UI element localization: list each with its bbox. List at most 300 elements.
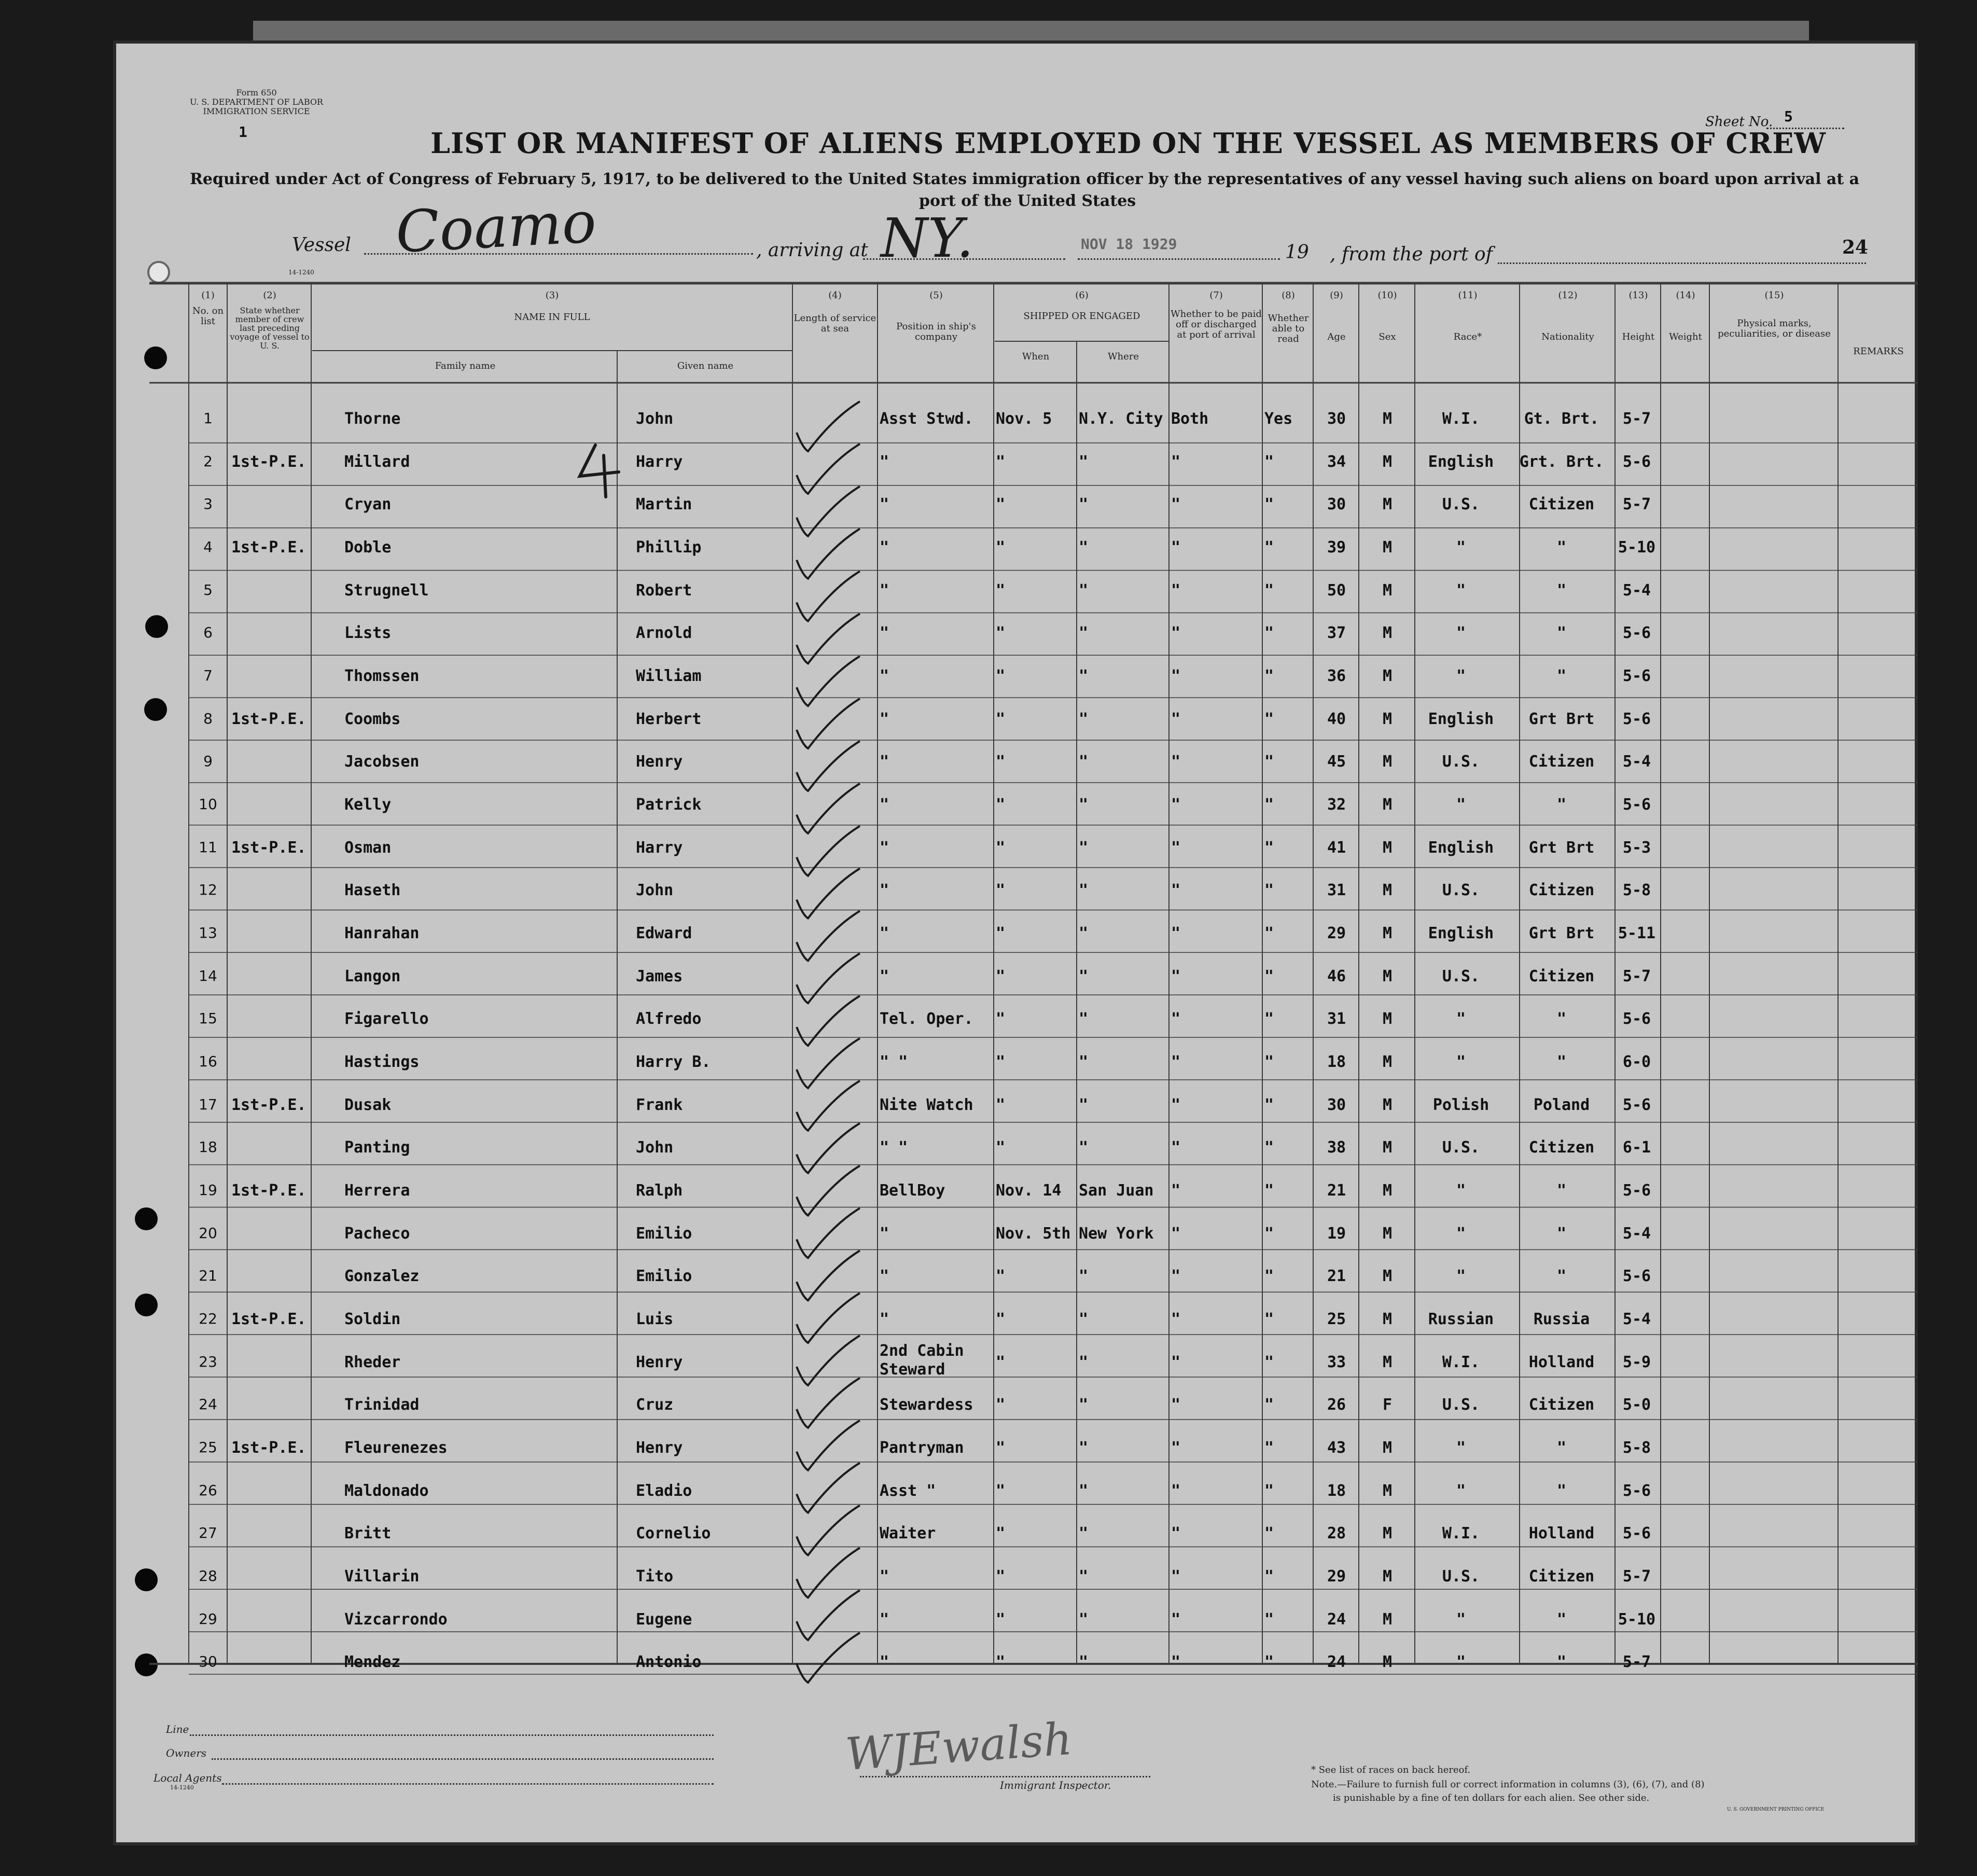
family-name-cell: Jacobsen: [344, 753, 420, 771]
shipped-when-cell: ": [996, 1353, 1006, 1371]
row-number-cell: 4: [203, 538, 213, 555]
shipped-where-cell: ": [1079, 581, 1089, 600]
shipped-when-cell: ": [996, 1438, 1006, 1457]
prev-voyage-cell: 1st-P.E.: [231, 1181, 307, 1200]
nationality-cell: Citizen: [1528, 881, 1595, 900]
prev-voyage-cell: 1st-P.E.: [231, 1095, 307, 1114]
given-name-cell: Robert: [636, 581, 692, 600]
age-cell: 21: [1327, 1267, 1346, 1286]
shipped-where-cell: ": [1079, 710, 1089, 728]
paid-off-cell: ": [1171, 452, 1181, 471]
position-cell: Asst Stwd.: [880, 410, 973, 428]
family-name-cell: Lists: [344, 624, 392, 643]
given-name-cell: Alfredo: [636, 1010, 702, 1029]
owners-label: Owners: [166, 1747, 207, 1759]
shipped-when-cell: ": [996, 538, 1006, 557]
race-cell: W.I.: [1442, 1353, 1480, 1371]
race-cell: U.S.: [1442, 753, 1480, 771]
col-prev-voyage-header: (2) State whether member of crew last preceding voyage of vessel to U. S.: [230, 290, 310, 351]
paid-off-cell: ": [1171, 1353, 1181, 1371]
position-cell: Nite Watch: [880, 1095, 973, 1114]
age-cell: 37: [1327, 624, 1346, 643]
line-field: [190, 1734, 714, 1736]
nationality-cell: ": [1556, 624, 1567, 643]
col-when-header: When: [1022, 351, 1050, 362]
height-cell: 5-6: [1622, 1095, 1651, 1114]
height-cell: 5-7: [1622, 495, 1651, 514]
row-number-cell: 16: [199, 1052, 217, 1070]
races-note: * See list of races on back hereof.: [1311, 1764, 1471, 1775]
nationality-cell: ": [1556, 1181, 1567, 1200]
shipped-where-cell: ": [1079, 1653, 1089, 1672]
family-name-cell: Kelly: [344, 795, 392, 814]
race-cell: ": [1456, 1224, 1466, 1243]
nationality-cell: ": [1556, 795, 1567, 814]
age-cell: 34: [1327, 452, 1346, 471]
family-name-cell: Langon: [344, 967, 401, 985]
service-checkmark: [797, 1633, 860, 1683]
shipped-where-cell: ": [1079, 924, 1089, 942]
race-cell: English: [1428, 452, 1494, 471]
paid-off-cell: ": [1171, 1052, 1181, 1071]
family-name-cell: Haseth: [344, 881, 401, 900]
given-name-cell: Harry: [636, 838, 683, 857]
col-position-header: (5) Position in ship's company: [896, 290, 976, 342]
shipped-where-cell: ": [1079, 1138, 1089, 1157]
able-to-read-cell: ": [1264, 538, 1274, 557]
paid-off-cell: ": [1171, 1181, 1181, 1200]
row-number-cell: 5: [203, 581, 213, 599]
able-to-read-cell: ": [1264, 495, 1274, 514]
paid-off-cell: ": [1171, 881, 1181, 900]
shipped-where-cell: ": [1079, 624, 1089, 643]
age-cell: 19: [1327, 1224, 1346, 1243]
service-checkmark: [797, 1250, 860, 1300]
position-cell: ": [880, 1267, 889, 1286]
shipped-where-cell: ": [1079, 838, 1089, 857]
position-cell: ": [880, 1567, 889, 1586]
shipped-when-cell: ": [996, 838, 1006, 857]
shipped-when-cell: ": [996, 1481, 1006, 1500]
service-checkmark: [797, 1463, 860, 1513]
nationality-cell: ": [1556, 1052, 1567, 1071]
family-name-cell: Pacheco: [344, 1224, 410, 1243]
nationality-cell: Grt Brt: [1528, 710, 1595, 728]
given-name-cell: Tito: [636, 1567, 674, 1586]
position-cell: Waiter: [880, 1524, 936, 1543]
family-name-cell: Soldin: [344, 1310, 401, 1328]
sex-cell: M: [1382, 753, 1393, 771]
race-cell: U.S.: [1442, 1138, 1480, 1157]
shipped-when-cell: Nov. 5th: [996, 1224, 1071, 1243]
page-mark: 1: [239, 123, 247, 141]
age-cell: 28: [1327, 1524, 1346, 1543]
shipped-where-cell: ": [1079, 538, 1089, 557]
margin-number: 24: [1842, 237, 1869, 258]
paid-off-cell: ": [1171, 666, 1181, 685]
height-cell: 5-6: [1622, 710, 1651, 728]
shipped-where-cell: N.Y. City: [1079, 410, 1163, 428]
age-cell: 39: [1327, 538, 1346, 557]
paid-off-cell: ": [1171, 967, 1181, 985]
row-number-cell: 24: [199, 1396, 217, 1413]
shipped-where-cell: ": [1079, 1267, 1089, 1286]
subtitle-line-1: Required under Act of Congress of February 5, 1917, to be delivered to the United States immigration officer by the representatives of any vessel having such aliens on board upon arrival at a: [190, 170, 1860, 188]
age-cell: 45: [1327, 753, 1346, 771]
row-number-cell: 25: [199, 1438, 217, 1456]
height-cell: 5-6: [1622, 452, 1651, 471]
form-department: U. S. DEPARTMENT OF LABOR: [190, 97, 324, 107]
position-cell: ": [880, 581, 889, 600]
shipped-when-cell: ": [996, 666, 1006, 685]
given-name-cell: James: [636, 967, 683, 985]
row-number-cell: 15: [199, 1010, 217, 1027]
sex-cell: M: [1382, 1052, 1393, 1071]
row-number-cell: 30: [199, 1653, 217, 1671]
height-cell: 5-10: [1618, 538, 1656, 557]
race-cell: ": [1456, 795, 1466, 814]
service-checkmark: [797, 1081, 860, 1131]
nationality-cell: Citizen: [1528, 967, 1595, 985]
signature-line: [860, 1776, 1150, 1777]
race-cell: ": [1456, 1010, 1466, 1029]
sex-cell: M: [1382, 1095, 1393, 1114]
race-cell: English: [1428, 710, 1494, 728]
sex-cell: M: [1382, 1610, 1393, 1629]
sex-cell: F: [1382, 1396, 1393, 1414]
shipped-where-cell: ": [1079, 1353, 1089, 1371]
given-name-cell: Patrick: [636, 795, 702, 814]
paid-off-cell: ": [1171, 1095, 1181, 1114]
height-cell: 5-4: [1622, 581, 1651, 600]
family-name-cell: Vizcarrondo: [344, 1610, 448, 1629]
nationality-cell: Russia: [1533, 1310, 1590, 1328]
nationality-cell: ": [1556, 1481, 1567, 1500]
sex-cell: M: [1382, 495, 1393, 514]
service-checkmark: [797, 741, 860, 791]
position-cell: ": [880, 538, 889, 557]
arriving-port: NY.: [881, 206, 974, 270]
given-name-cell: Herbert: [636, 710, 702, 728]
race-cell: ": [1456, 1610, 1466, 1629]
sex-cell: M: [1382, 1138, 1393, 1157]
year-label: 19: [1285, 242, 1309, 263]
race-cell: ": [1456, 1438, 1466, 1457]
col-service-header: (4) Length of service at sea: [793, 290, 876, 334]
race-cell: ": [1456, 1052, 1466, 1071]
height-cell: 5-10: [1618, 1610, 1656, 1629]
race-cell: ": [1456, 1481, 1466, 1500]
sex-cell: M: [1382, 1438, 1393, 1457]
sex-cell: M: [1382, 1310, 1393, 1328]
service-checkmark: [797, 1548, 860, 1597]
able-to-read-cell: ": [1264, 1610, 1274, 1629]
able-to-read-cell: ": [1264, 1524, 1274, 1543]
paid-off-cell: ": [1171, 581, 1181, 600]
service-checkmark: [797, 1378, 860, 1428]
shipped-when-cell: ": [996, 452, 1006, 471]
col-shipped-header: (6) SHIPPED OR ENGAGED: [1023, 290, 1140, 322]
col-no-header: (1) No. on list: [192, 290, 224, 327]
position-cell: ": [880, 666, 889, 685]
shipped-where-cell: ": [1079, 495, 1089, 514]
given-name-cell: Luis: [636, 1310, 674, 1328]
row-number-cell: 1: [203, 410, 213, 427]
position-cell: ": [880, 881, 889, 900]
height-cell: 5-6: [1622, 1524, 1651, 1543]
row-number-cell: 14: [199, 967, 217, 984]
printer-imprint: U. S. GOVERNMENT PRINTING OFFICE: [1727, 1807, 1825, 1812]
family-name-cell: Maldonado: [344, 1481, 429, 1500]
able-to-read-cell: Yes: [1264, 410, 1293, 428]
agents-label: Local Agents: [154, 1772, 222, 1784]
given-name-cell: Martin: [636, 495, 692, 514]
given-name-cell: Henry: [636, 1438, 683, 1457]
family-name-cell: Millard: [344, 452, 410, 471]
row-number-cell: 9: [203, 753, 213, 770]
shipped-when-cell: ": [996, 624, 1006, 643]
position-cell: ": [880, 838, 889, 857]
age-cell: 50: [1327, 581, 1346, 600]
height-cell: 6-1: [1622, 1138, 1651, 1157]
position-cell: 2nd Cabin Steward: [880, 1341, 964, 1379]
shipped-when-cell: ": [996, 1310, 1006, 1328]
shipped-when-cell: ": [996, 1138, 1006, 1157]
nationality-cell: Poland: [1533, 1095, 1590, 1114]
nationality-cell: Gt. Brt.: [1524, 410, 1599, 428]
service-checkmark: [797, 826, 860, 876]
sheet-label: Sheet No.: [1705, 114, 1773, 130]
race-cell: ": [1456, 666, 1466, 685]
family-name-cell: Fleurenezes: [344, 1438, 448, 1457]
race-cell: ": [1456, 1653, 1466, 1672]
given-name-cell: Cornelio: [636, 1524, 711, 1543]
age-cell: 21: [1327, 1181, 1346, 1200]
paid-off-cell: ": [1171, 1610, 1181, 1629]
height-cell: 5-7: [1622, 1567, 1651, 1586]
family-name-cell: Herrera: [344, 1181, 410, 1200]
shipped-when-cell: ": [996, 1396, 1006, 1414]
page-title: LIST OR MANIFEST OF ALIENS EMPLOYED ON THE VESSEL AS MEMBERS OF CREW: [430, 127, 1827, 160]
nationality-cell: ": [1556, 1610, 1567, 1629]
row-number-cell: 20: [199, 1224, 217, 1242]
row-number-cell: 3: [203, 495, 213, 513]
given-name-cell: John: [636, 881, 674, 900]
service-checkmark: [797, 656, 860, 706]
able-to-read-cell: ": [1264, 452, 1274, 471]
race-cell: ": [1456, 1267, 1466, 1286]
height-cell: 5-6: [1622, 1267, 1651, 1286]
able-to-read-cell: ": [1264, 1052, 1274, 1071]
paid-off-cell: ": [1171, 1438, 1181, 1457]
position-cell: ": [880, 1653, 889, 1672]
able-to-read-cell: ": [1264, 1438, 1274, 1457]
shipped-when-cell: Nov. 14: [996, 1181, 1062, 1200]
nationality-cell: ": [1556, 1653, 1567, 1672]
row-number-cell: 10: [199, 795, 217, 813]
shipped-when-cell: ": [996, 1567, 1006, 1586]
able-to-read-cell: ": [1264, 1095, 1274, 1114]
able-to-read-cell: ": [1264, 1310, 1274, 1328]
shipped-when-cell: ": [996, 1610, 1006, 1629]
service-checkmark: [797, 1166, 860, 1216]
sex-cell: M: [1382, 666, 1393, 685]
height-cell: 5-6: [1622, 666, 1651, 685]
col-read-header: (8) Whether able to read: [1268, 290, 1309, 344]
family-name-cell: Thomssen: [344, 666, 420, 685]
failure-note: Note.—Failure to furnish full or correct information in columns (3), (6), (7), and (8): [1311, 1779, 1705, 1790]
age-cell: 40: [1327, 710, 1346, 728]
age-cell: 25: [1327, 1310, 1346, 1328]
given-name-cell: Eladio: [636, 1481, 692, 1500]
race-cell: English: [1428, 838, 1494, 857]
service-checkmark: [797, 911, 860, 961]
family-name-cell: Britt: [344, 1524, 392, 1543]
family-name-cell: Villarin: [344, 1567, 420, 1586]
row-number-cell: 23: [199, 1353, 217, 1370]
height-cell: 5-4: [1622, 753, 1651, 771]
col-name-header: (3) NAME IN FULL: [514, 290, 590, 323]
position-cell: ": [880, 795, 889, 814]
able-to-read-cell: ": [1264, 1010, 1274, 1029]
paid-off-cell: ": [1171, 1138, 1181, 1157]
age-cell: 24: [1327, 1653, 1346, 1672]
sex-cell: M: [1382, 924, 1393, 942]
height-cell: 5-6: [1622, 1010, 1651, 1029]
row-number-cell: 17: [199, 1095, 217, 1113]
service-checkmark: [797, 1336, 860, 1385]
row-number-cell: 13: [199, 924, 217, 941]
shipped-when-cell: ": [996, 1267, 1006, 1286]
family-name-cell: Panting: [344, 1138, 410, 1157]
form-service: IMMIGRATION SERVICE: [203, 106, 310, 116]
sex-cell: M: [1382, 838, 1393, 857]
paid-off-cell: ": [1171, 538, 1181, 557]
paid-off-cell: ": [1171, 710, 1181, 728]
service-checkmark: [797, 699, 860, 748]
able-to-read-cell: ": [1264, 967, 1274, 985]
given-name-cell: Emilio: [636, 1267, 692, 1286]
form-number: Form 650: [236, 88, 277, 98]
shipped-where-cell: ": [1079, 1567, 1089, 1586]
vessel-label: Vessel: [292, 234, 351, 256]
position-cell: ": [880, 624, 889, 643]
service-checkmark: [797, 444, 860, 494]
shipped-when-cell: ": [996, 710, 1006, 728]
shipped-where-cell: ": [1079, 1610, 1089, 1629]
col-sex-header: (10) Sex: [1377, 290, 1397, 342]
col-paid-off-header: (7) Whether to be paid off or discharged at port of arrival: [1171, 290, 1262, 340]
height-cell: 5-7: [1622, 967, 1651, 985]
given-name-cell: John: [636, 1138, 674, 1157]
position-cell: " ": [880, 1052, 908, 1071]
able-to-read-cell: ": [1264, 1267, 1274, 1286]
service-checkmark: [797, 868, 860, 918]
race-cell: ": [1456, 1181, 1466, 1200]
sex-cell: M: [1382, 1524, 1393, 1543]
able-to-read-cell: ": [1264, 666, 1274, 685]
service-checkmark: [797, 1505, 860, 1555]
height-cell: 5-11: [1618, 924, 1656, 942]
shipped-where-cell: ": [1079, 1010, 1089, 1029]
agents-code: 14-1240: [170, 1784, 194, 1791]
row-number-cell: 29: [199, 1610, 217, 1628]
col-family-name-header: Family name: [435, 360, 496, 371]
given-name-cell: Antonio: [636, 1653, 702, 1672]
row-number-cell: 26: [199, 1481, 217, 1499]
service-checkmark: [797, 529, 860, 579]
sex-cell: M: [1382, 1010, 1393, 1029]
row-number-cell: 8: [203, 710, 213, 727]
sex-cell: M: [1382, 1267, 1393, 1286]
race-cell: English: [1428, 924, 1494, 942]
row-number-cell: 2: [203, 452, 213, 470]
height-cell: 5-4: [1622, 1310, 1651, 1328]
service-checkmark: [797, 1208, 860, 1258]
row-number-cell: 19: [199, 1181, 217, 1199]
nationality-cell: Grt. Brt.: [1519, 452, 1604, 471]
paid-off-cell: ": [1171, 1653, 1181, 1672]
position-cell: ": [880, 753, 889, 771]
position-cell: ": [880, 1610, 889, 1629]
prev-voyage-cell: 1st-P.E.: [231, 1438, 307, 1457]
sex-cell: M: [1382, 1653, 1393, 1672]
age-cell: 38: [1327, 1138, 1346, 1157]
sex-cell: M: [1382, 1481, 1393, 1500]
sex-cell: M: [1382, 881, 1393, 900]
col-race-header: (11) Race*: [1453, 290, 1482, 342]
sex-cell: M: [1382, 795, 1393, 814]
paid-off-cell: ": [1171, 1481, 1181, 1500]
family-name-cell: Osman: [344, 838, 392, 857]
row-number-cell: 6: [203, 624, 213, 642]
paid-off-cell: ": [1171, 624, 1181, 643]
prev-voyage-cell: 1st-P.E.: [231, 452, 307, 471]
handwritten-four: [569, 440, 632, 502]
row-number-cell: 11: [199, 838, 217, 856]
given-name-cell: Arnold: [636, 624, 692, 643]
shipped-where-cell: ": [1079, 666, 1089, 685]
left-code: 14-1240: [288, 269, 314, 276]
paid-off-cell: ": [1171, 753, 1181, 771]
able-to-read-cell: ": [1264, 581, 1274, 600]
service-checkmark: [797, 1038, 860, 1088]
sex-cell: M: [1382, 452, 1393, 471]
subtitle-line-2: port of the United States: [919, 192, 1136, 210]
owners-field: [212, 1758, 714, 1760]
race-cell: U.S.: [1442, 967, 1480, 985]
col-physical-marks-header: (15) Physical marks, peculiarities, or disease: [1718, 290, 1831, 339]
sex-cell: M: [1382, 710, 1393, 728]
shipped-where-cell: ": [1079, 1438, 1089, 1457]
family-name-cell: Doble: [344, 538, 392, 557]
height-cell: 5-8: [1622, 1438, 1651, 1457]
nationality-cell: ": [1556, 666, 1567, 685]
col-nationality-header: (12) Nationality: [1541, 290, 1594, 342]
paid-off-cell: ": [1171, 1010, 1181, 1029]
position-cell: ": [880, 1310, 889, 1328]
sex-cell: M: [1382, 1567, 1393, 1586]
age-cell: 29: [1327, 1567, 1346, 1586]
shipped-when-cell: ": [996, 881, 1006, 900]
shipped-when-cell: ": [996, 795, 1006, 814]
able-to-read-cell: ": [1264, 1396, 1274, 1414]
age-cell: 18: [1327, 1481, 1346, 1500]
race-cell: U.S.: [1442, 495, 1480, 514]
position-cell: ": [880, 1224, 889, 1243]
given-name-cell: Harry: [636, 452, 683, 471]
nationality-cell: ": [1556, 538, 1567, 557]
